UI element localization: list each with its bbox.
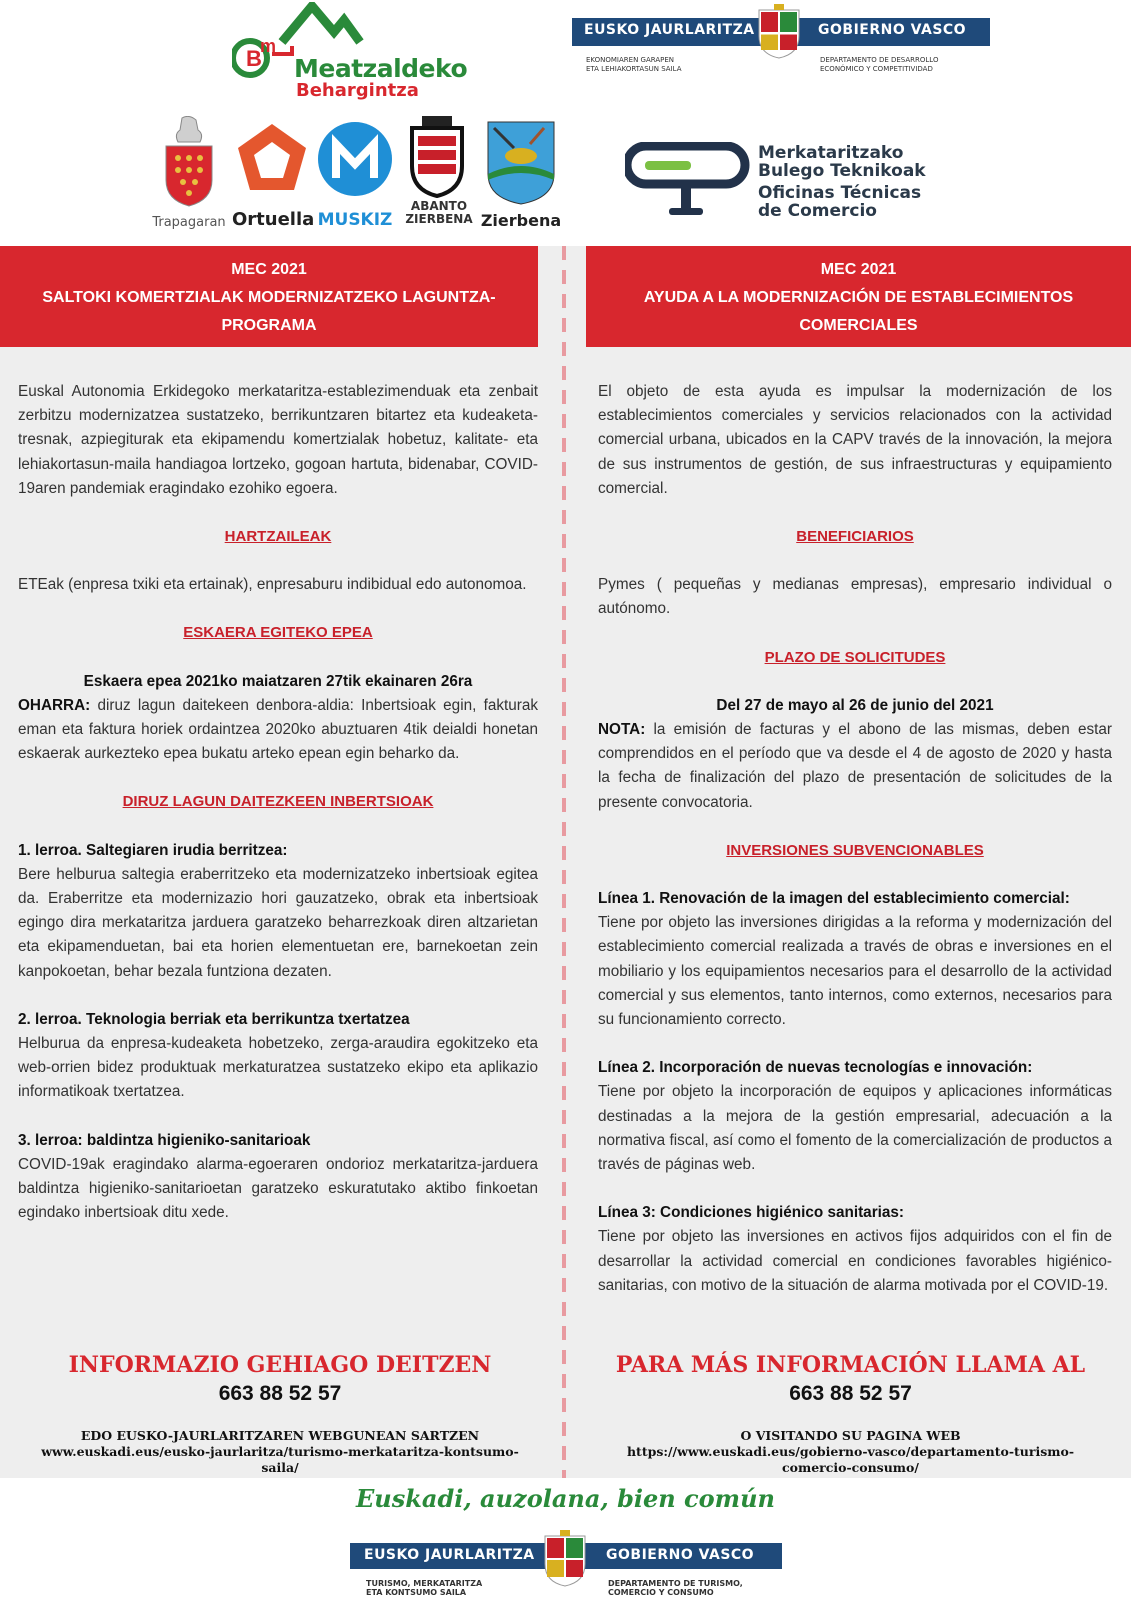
info-title-right: PARA MÁS INFORMACIÓN LLAMA AL [615, 1352, 1086, 1378]
heading-investments: INVERSIONES SUBVENCIONABLES [726, 841, 984, 859]
line3-title: Línea 3: Condiciones higiénico sanitarias: [598, 1204, 905, 1222]
line3-title: 3. lerroa: baldintza higieniko-sanitarioak [18, 1131, 311, 1149]
municipality-label: MUSKIZ [317, 210, 393, 230]
footer-coat-of-arms-icon [542, 1530, 588, 1588]
muskiz-logo [314, 116, 396, 240]
phone-number-left[interactable]: 663 88 52 57 [218, 1382, 342, 1405]
trapagaran-shield-icon [158, 116, 220, 208]
right-column [598, 380, 1112, 1298]
phone-number-right[interactable]: 663 88 52 57 [789, 1382, 912, 1405]
zierbena-shield-icon [484, 118, 558, 206]
meatzaldeko-name: Meatzaldeko [294, 54, 468, 83]
gv-dept-left: EKONOMIAREN GARAPEN ETA LEHIAKORTASUN SAILA [586, 56, 682, 73]
mbt-logo-icon [625, 142, 755, 222]
banner-subtitle-2: COMERCIALES [799, 317, 918, 334]
line2-text: Helburua da enpresa-kudeaketa hobetzeko, zerga-araudira egokitzeko eta web-orrien bidez produktuak merkaturatzea sustatzeko ekipo eta aplikazio informatikoak txertatzea. [18, 1035, 538, 1101]
muskiz-m-icon [316, 120, 394, 198]
beneficiaries-text: ETEak (enpresa txiki eta ertainak), enpresaburu indibidual edo autonomoa. [18, 576, 527, 594]
line2-title: Línea 2. Incorporación de nuevas tecnologías e innovación: [598, 1059, 1033, 1077]
deadline-text: Eskaera epea 2021ko maiatzaren 27tik ekainaren 26ra [83, 672, 473, 690]
banner-title: MEC 2021 [820, 261, 897, 278]
left-banner [0, 246, 538, 347]
line3-text: COVID-19ak eragindako alarma-egoeraren ondorioz merkataritza-jarduera baldintza higieniko-sanitarioetan garatzeko eskuratutako aktibo finkoetan egindako inbertsioak ditu xede. [18, 1155, 538, 1222]
note-text: diruz lagun daitekeen denbora-aldia: Inbertsioak egin, fakturak eman eta faktura horiek ordaintzea 2020ko abuztuaren 4tik deialdi honetan eskaerak aurkezteko epea bukatu arteko epean egin beharko da. [18, 696, 538, 763]
ortuella-logo [232, 116, 314, 240]
banner-title: MEC 2021 [231, 261, 307, 278]
banner-subtitle: AYUDA A LA MODERNIZACIÓN DE ESTABLECIMIENTOS [643, 289, 1074, 306]
coat-of-arms-icon [756, 4, 802, 60]
info-title-left: INFORMAZIO GEHIAGO DEITZEN [68, 1352, 492, 1378]
zierbena-logo [480, 116, 562, 240]
footer-gv-left: EUSKO JAURLARITZA [364, 1547, 535, 1563]
abanto-shield-icon [406, 116, 468, 198]
website-link-right[interactable]: https://www.euskadi.eus/gobierno-vasco/departamento-turismo- [626, 1444, 1075, 1459]
line1-text: Bere helburua saltegia eraberritzeko eta modernizatzeko inbertsioak egitea da. Eraberritze eta modernizazio hori gauzatzeko, obrak eta inbertsioak egingo dira merkataritza jarduera garatzeko beharrezkoak diren altzarietan eta ekipamenduetan, bai eta horien elementuetan ere, barnekoetan zein kanpokoetan, behar bezala funtziona dezaten. [18, 865, 538, 980]
heading-investments: DIRUZ LAGUN DAITEZKEEN INBERTSIOAK [122, 793, 434, 811]
line1-title: Línea 1. Renovación de la imagen del establecimiento comercial: [598, 890, 1070, 908]
line1-text: Tiene por objeto las inversiones dirigidas a la reforma y modernización del establecimiento comercial realizada a través de obras e inversiones en el mobiliario y los equipamientos necesarios para el desarrollo de la actividad comercial y sus elementos, tanto internos, como externos, necesarios para su funcionamiento correcto. [598, 914, 1112, 1029]
right-banner [586, 246, 1131, 347]
municipality-label: ABANTO ZIERBENA [405, 199, 473, 226]
note-label: OHARRA: [18, 696, 91, 714]
heading-beneficiaries: HARTZAILEAK [224, 528, 332, 546]
intro-paragraph: Euskal Autonomia Erkidegoko merkataritza-establezimenduak eta zenbait zerbitzu modernizatzea sustatzeko, berrikuntzaren bitartez eta kudeaketa-tresnak, azpiegiturak eta ekipamendu komertzialak hobetuz, kalitate- eta lehiakortasun-maila handiagoa lortzeko, gogoan hartuta, bidenabar, COVID-19aren pandemiak eragindako ezohiko egoera. [18, 383, 538, 497]
meatzaldeko-sub: Behargintza [296, 80, 419, 101]
heading-deadline: ESKAERA EGITEKO EPEA [183, 624, 373, 642]
gv-dept-right: DEPARTAMENTO DE DESARROLLO ECONÓMICO Y COMPETITIVIDAD [820, 56, 939, 73]
line3-text: Tiene por objeto las inversiones en activos fijos adquiridos con el fin de desarrollar la actividad comercial en condiciones favorables higiénico-sanitarias, con motivo de la situación de alarma motivada por el COVID-19. [598, 1228, 1112, 1294]
municipality-label: Trapagaran [152, 215, 226, 230]
beneficiaries-text: Pymes ( pequeñas y medianas empresas), empresario individual o autónomo. [598, 576, 1112, 618]
ortuella-pentagon-icon [234, 120, 310, 196]
note-text: la emisión de facturas y el abono de las mismas, deben estar comprendidos en el período que va desde el 4 de agosto de 2020 y hasta la fecha de finalización del plazo de presentación de solicitudes de la presente convocatoria. [598, 721, 1112, 811]
line2-text: Tiene por objeto la incorporación de equipos y aplicaciones informáticas destinadas a la mejora de la gestión empresarial, adecuación a la normativa fiscal, así como el fomento de la comercialización de productos a través de páginas web. [598, 1083, 1112, 1174]
svg-text:B: B [246, 46, 262, 71]
abanto-logo [398, 116, 480, 240]
gv-right-label: GOBIERNO VASCO [818, 22, 967, 38]
slogan: Euskadi, auzolana, bien común [356, 1484, 775, 1513]
mbt-spanish-name: Oficinas Técnicas de Comercio [758, 183, 922, 221]
trapagaran-logo [148, 116, 230, 240]
line2-title: 2. lerroa. Teknologia berriak eta berrikuntza txertatzea [18, 1010, 410, 1028]
footer-dept-left: TURISMO, MERKATARITZA ETA KONTSUMO SAILA [366, 1579, 483, 1597]
line1-title: 1. lerroa. Saltegiaren irudia berritzea: [18, 841, 288, 859]
column-divider [562, 246, 566, 1478]
website-left: EDO EUSKO-JAURLARITZAREN WEBGUNEAN SARTZEN www.euskadi.eus/eusko-jaurlaritza/turismo-merkataritza-kontsumo- saila/ [0, 1428, 560, 1476]
website-link-left[interactable]: www.euskadi.eus/eusko-jaurlaritza/turismo-merkataritza-kontsumo- [41, 1444, 519, 1459]
website-right: O VISITANDO SU PAGINA WEB https://www.euskadi.eus/gobierno-vasco/departamento-turismo- comercio-consumo/ [570, 1428, 1131, 1476]
note-paragraph [18, 694, 538, 767]
mbt-basque-name: Merkataritzako Bulego Teknikoak [758, 143, 926, 181]
left-column [18, 380, 538, 1225]
heading-beneficiaries: BENEFICIARIOS [796, 528, 914, 546]
heading-deadline: PLAZO DE SOLICITUDES [764, 648, 946, 666]
note-paragraph [598, 718, 1112, 815]
intro-paragraph: El objeto de esta ayuda es impulsar la modernización de los establecimientos comerciales y servicios relacionados con la actividad comercial urbana, ubicados en la CAPV través de la innovación, la mejora de sus instrumentos de gestión, de sus infraestructuras y equipamiento comercial. [598, 383, 1112, 497]
municipality-label: Ortuella [232, 209, 315, 230]
svg-text:m: m [260, 36, 277, 56]
banner-subtitle: SALTOKI KOMERTZIALAK MODERNIZATZEKO LAGUNTZA- [42, 289, 496, 306]
municipality-label: Zierbena [480, 211, 562, 230]
note-label: NOTA: [598, 721, 646, 739]
footer-dept-right: DEPARTAMENTO DE TURISMO, COMERCIO Y CONSUMO [608, 1579, 743, 1597]
gv-left-label: EUSKO JAURLARITZA [584, 22, 755, 38]
footer-gv-right: GOBIERNO VASCO [606, 1547, 755, 1563]
banner-subtitle-2: PROGRAMA [221, 317, 317, 334]
deadline-text: Del 27 de mayo al 26 de junio del 2021 [716, 696, 994, 714]
